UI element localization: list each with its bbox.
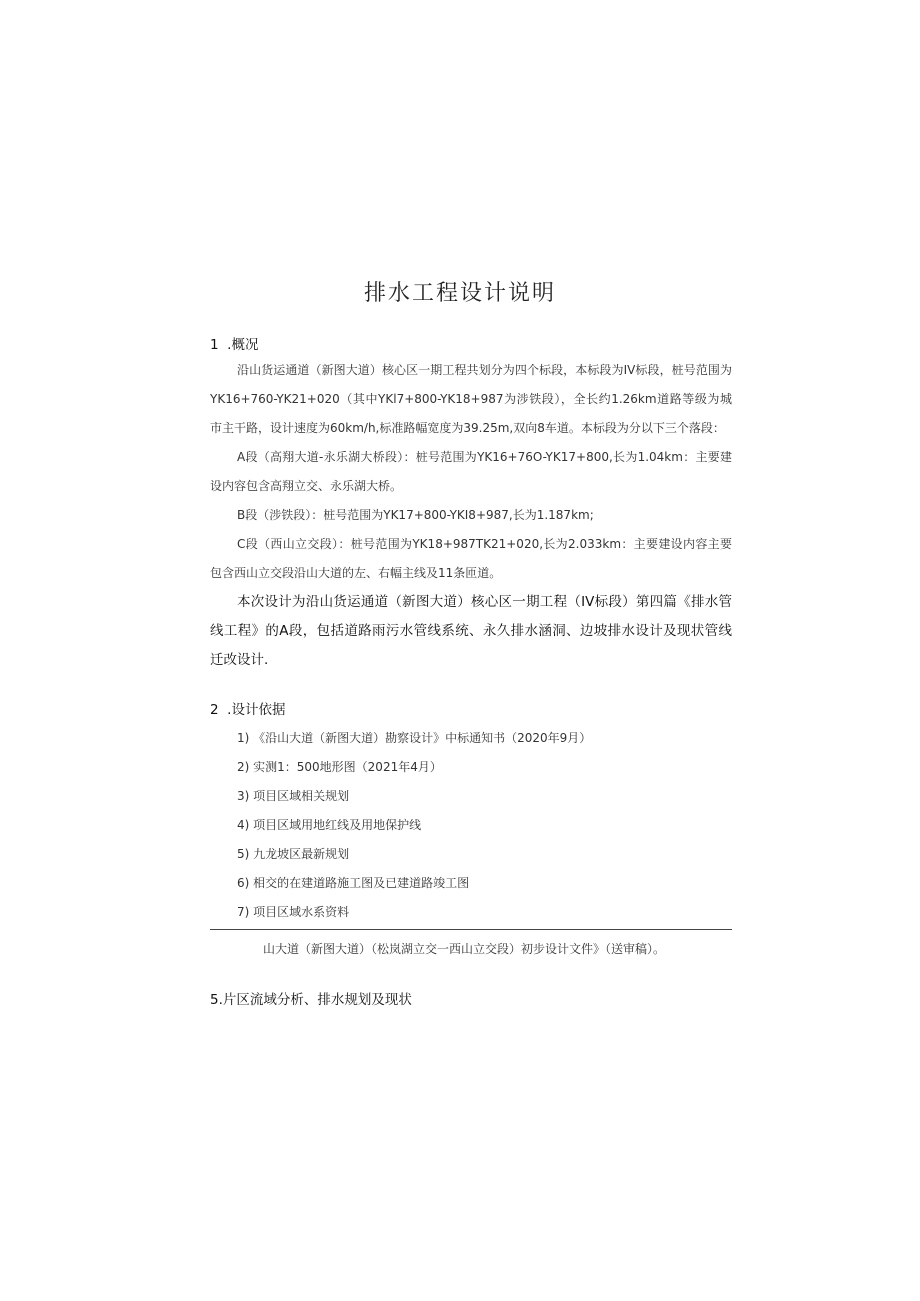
segment-a-paragraph: A段（高翔大道-永乐湖大桥段）：桩号范围为YK16+76O-YK17+800,长为1.04km：主要建设内容包含高翔立交、永乐湖大桥。 [210,450,732,493]
basis-item: 7) 项目区域水系资料 [237,905,350,919]
section-heading-design-basis: 2 .设计依据 [210,702,286,718]
document-title: 排水工程设计说明 [363,281,556,306]
section-heading-overview: 1 .概况 [210,337,259,353]
basis-item: 3) 项目区域相关规划 [237,789,350,803]
design-scope-paragraph: 本次设计为沿山货运通道（新图大道）核心区一期工程（IV标段）第四篇《排水管线工程》的A段，包括道路雨污水管线系统、永久排水涵洞、边坡排水设计及现状管线迁改设计. [210,594,732,668]
basis-item: 1) 《沿山大道（新图大道）勘察设计》中标通知书（2020年9月） [237,731,592,745]
basis-item: 6) 相交的在建道路施工图及已建道路竣工图 [237,876,470,890]
segment-c-paragraph: C段（西山立交段）：桩号范围为YK18+987TK21+020,长为2.033km：主要建设内容主要包含西山立交段沿山大道的左、右幅主线及11条匝道。 [210,537,732,580]
footnote-text: 山大道（新图大道）（松岚湖立交一西山立交段）初步设计文件》（送审稿）。 [263,942,666,956]
footnote-divider [210,929,732,930]
section-heading-drainage-analysis: 5.片区流域分析、排水规划及现状 [210,992,412,1008]
basis-item: 2) 实测1：500地形图（2021年4月） [237,760,442,774]
overview-intro-paragraph: 沿山货运通道（新图大道）核心区一期工程共划分为四个标段，本标段为IV标段，桩号范围为YK16+760-YK21+020（其中YKl7+800-YK18+987为涉铁段），全长约1.26km道路等级为城市主干路，设计速度为60km/h,标准路幅宽度为39.25m,双向8车道。本标段为分以下三个落段： [210,363,732,435]
segment-b-paragraph: B段（涉铁段）：桩号范围为YK17+800-YKI8+987,长为1.187km; [237,508,594,522]
basis-item: 5) 九龙坡区最新规划 [237,847,350,861]
basis-item: 4) 项目区域用地红线及用地保护线 [237,818,422,832]
